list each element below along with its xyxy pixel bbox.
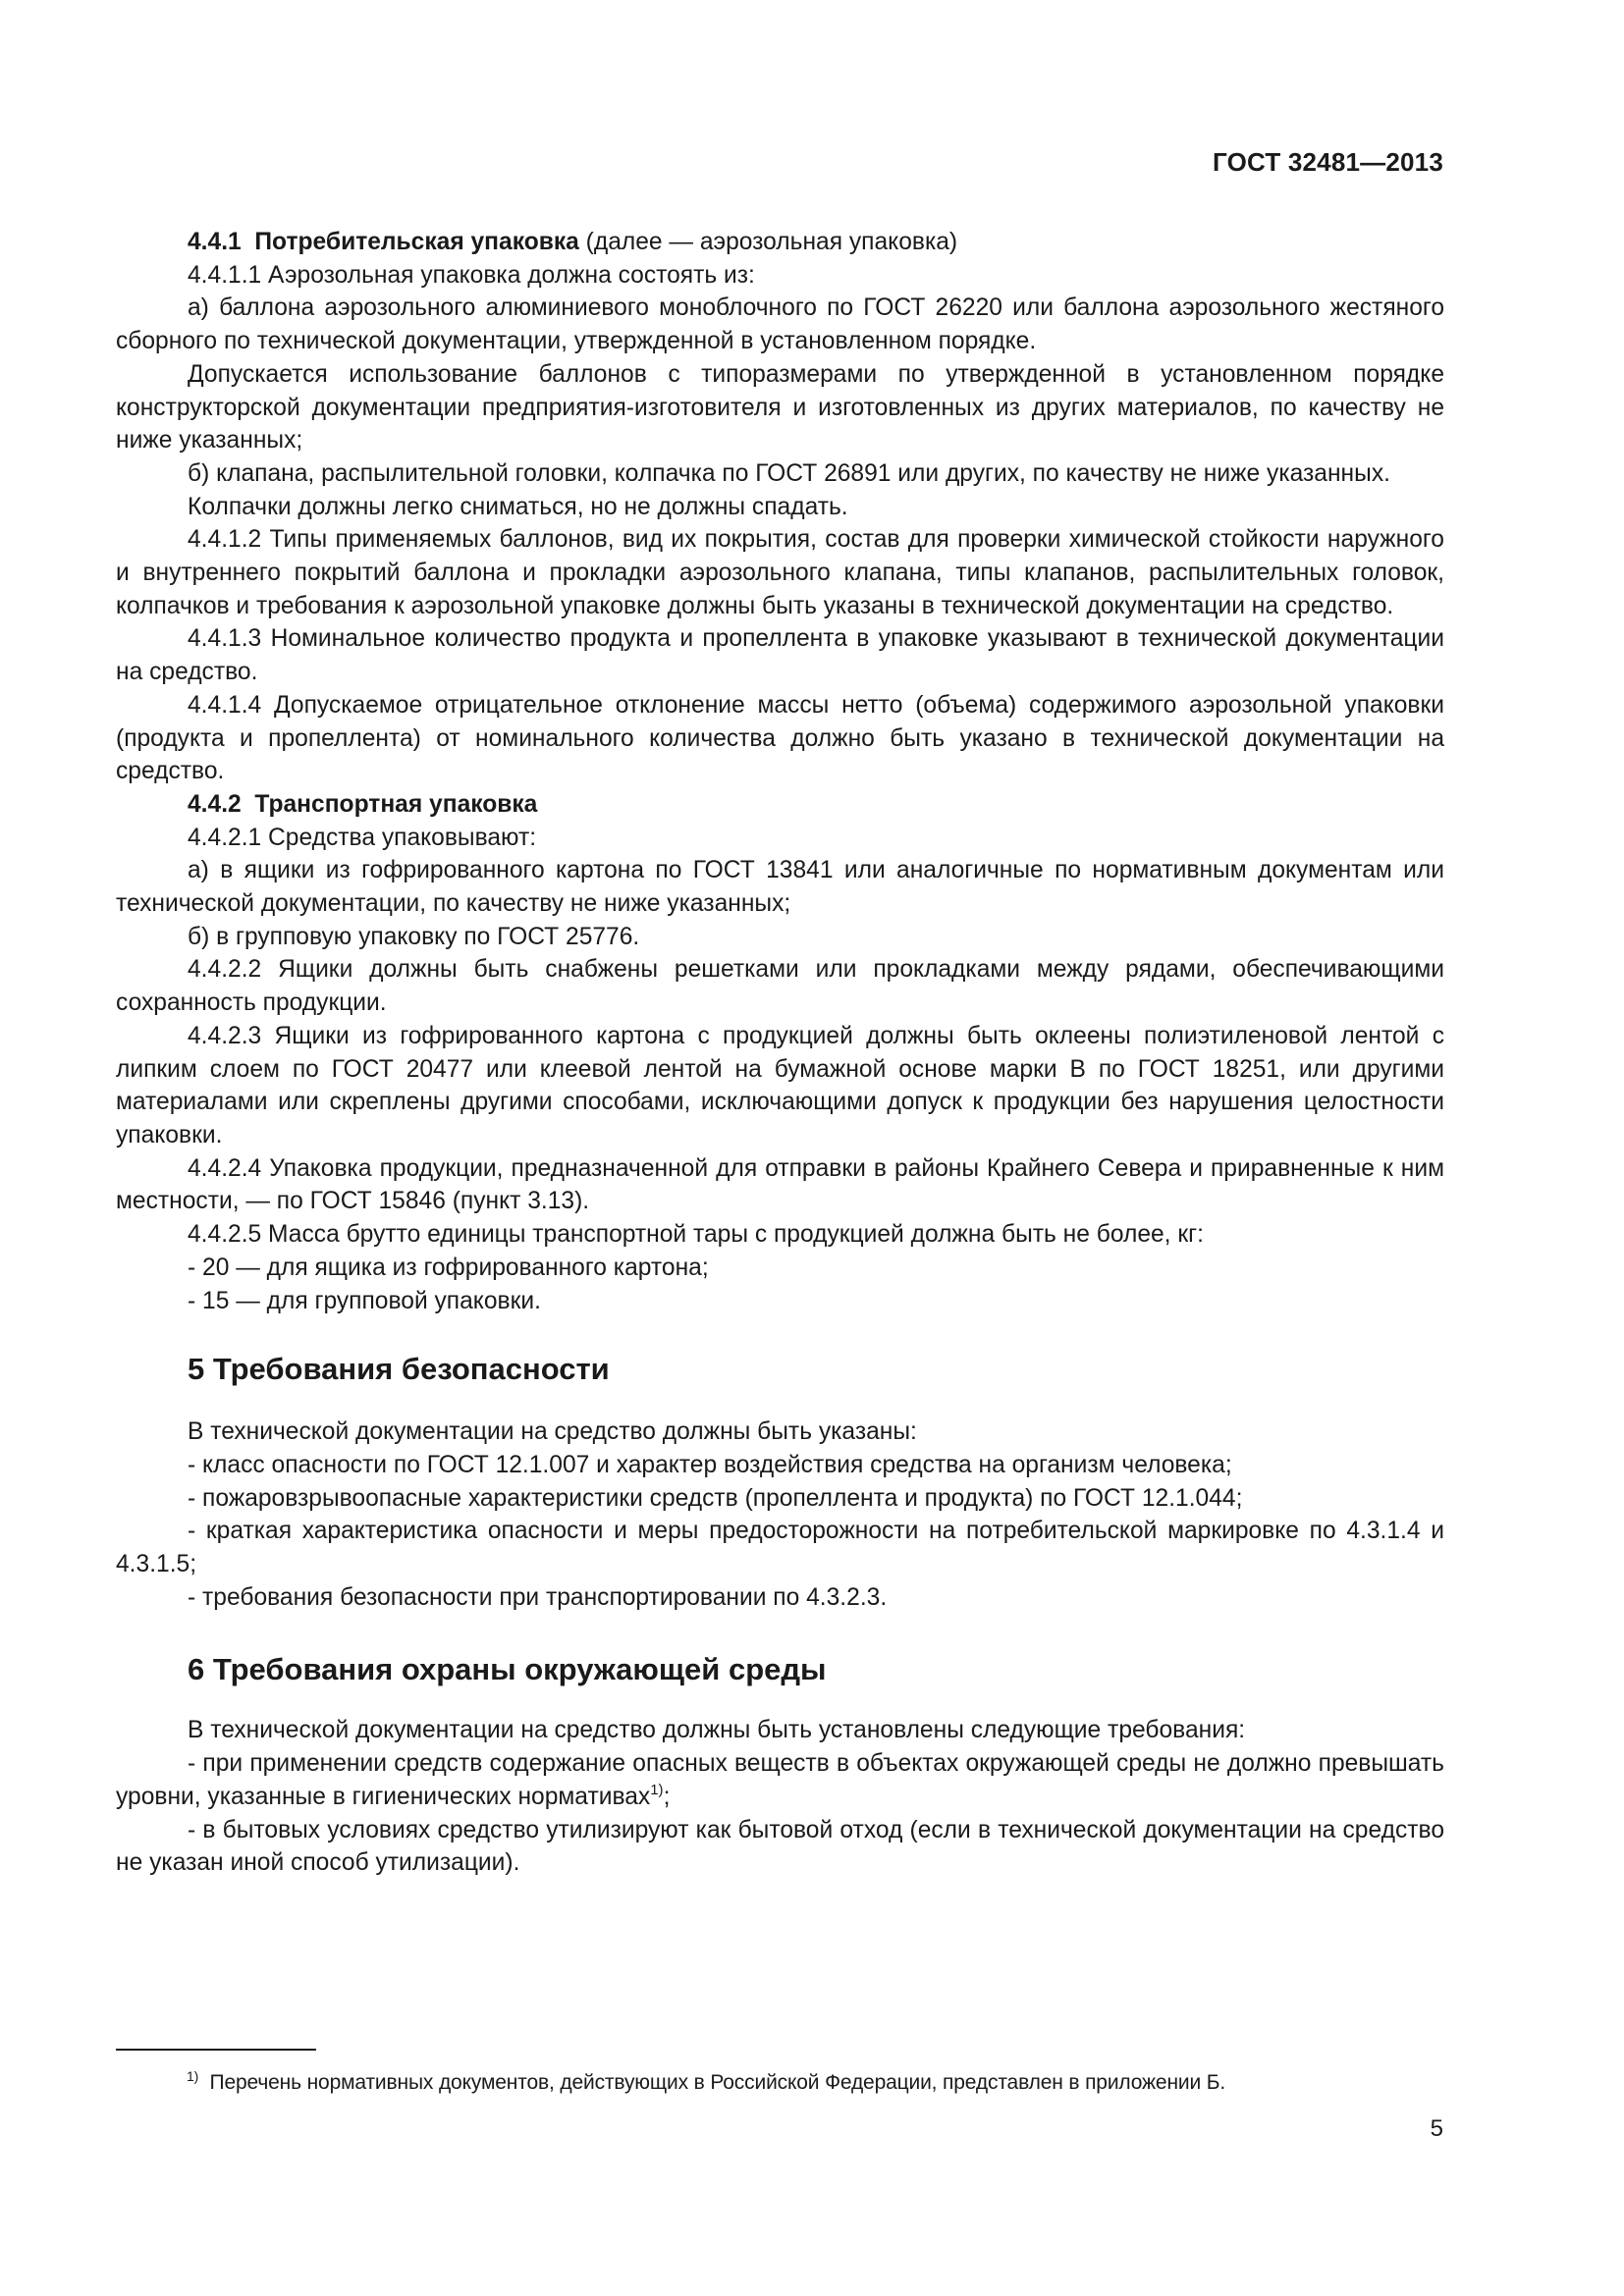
- subsection-number: 4.4.2: [188, 790, 242, 818]
- paragraph: Допускается использование баллонов с типоразмерами по утвержденной в установленном порядке конструкторской документации предприятия-изготовителя и изготовленных из других материалов, по качеству не ниже указанных;: [116, 360, 1444, 454]
- paragraph: 4.4.1.4 Допускаемое отрицательное отклонение массы нетто (объема) содержимого аэрозольной упаковки (продукта и пропеллента) от номинального количества должно быть указано в технической документации на средство.: [116, 691, 1444, 785]
- document-code: ГОСТ 32481—2013: [1213, 147, 1443, 177]
- list-item-end: ;: [663, 1783, 671, 1810]
- paragraph: В технической документации на средство должны быть установлены следующие требования:: [188, 1717, 1246, 1744]
- footnote-mark: 1): [187, 2068, 199, 2084]
- paragraph: 4.4.1.1 Аэрозольная упаковка должна состоять из:: [188, 261, 755, 289]
- subsection-number: 4.4.1: [188, 229, 242, 255]
- list-item: - пожаровзрывоопасные характеристики средств (пропеллента и продукта) по ГОСТ 12.1.044;: [188, 1484, 1243, 1512]
- paragraph: 4.4.2.4 Упаковка продукции, предназначенной для отправки в районы Крайнего Севера и приравненные к ним местности, — по ГОСТ 15846 (пункт 3.13).: [116, 1154, 1444, 1215]
- paragraph: 4.4.2.3 Ящики из гофрированного картона с продукцией должны быть оклеены полиэтиленовой лентой с липким слоем по ГОСТ 20477 или клеевой лентой на бумажной основе марки В по ГОСТ 18251, или другими материалами или скреплены другими способами, исключающими допуск к продукции без нарушения целостности упаковки.: [116, 1022, 1444, 1148]
- subsection-title: Транспортная упаковка: [254, 790, 538, 818]
- footnote-divider: [116, 2049, 316, 2051]
- footnote: [187, 2069, 1445, 2097]
- list-item: - класс опасности по ГОСТ 12.1.007 и характер воздействия средства на организм человека;: [188, 1451, 1232, 1478]
- list-item: - в бытовых условиях средство утилизируют как бытовой отход (если в технической документации на средство не указан иной способ утилизации).: [116, 1816, 1444, 1877]
- footnote-reference[interactable]: 1): [650, 1781, 664, 1798]
- page-number: 5: [1430, 2115, 1443, 2142]
- list-item: [116, 1747, 1444, 1813]
- list-item: - 20 — для ящика из гофрированного картона;: [188, 1254, 709, 1281]
- paragraph: а) баллона аэрозольного алюминиевого моноблочного по ГОСТ 26220 или баллона аэрозольного жестяного сборного по технической документации, утвержденной в установленном порядке.: [116, 294, 1444, 355]
- paragraph: а) в ящики из гофрированного картона по ГОСТ 13841 или аналогичные по нормативным документам или технической документации, по качеству не ниже указанных;: [116, 857, 1444, 918]
- subsection-4-4-1-title: [116, 226, 1444, 259]
- subsection-4-4-2-title: [116, 788, 1444, 822]
- list-item: - требования безопасности при транспортировании по 4.3.2.3.: [188, 1583, 888, 1611]
- paragraph: 4.4.2.2 Ящики должны быть снабжены решетками или прокладками между рядами, обеспечивающими сохранность продукции.: [116, 956, 1444, 1017]
- list-item: - краткая характеристика опасности и меры предосторожности на потребительской маркировке по 4.3.1.4 и 4.3.1.5;: [116, 1518, 1444, 1578]
- subsection-title-note: (далее — аэрозольная упаковка): [578, 229, 958, 255]
- document-body: [116, 226, 1444, 1880]
- list-item: - 15 — для групповой упаковки.: [188, 1287, 541, 1314]
- paragraph: В технической документации на средство должны быть указаны:: [188, 1418, 917, 1446]
- footnote-text: Перечень нормативных документов, действующих в Российской Федерации, представлен в приложении Б.: [209, 2071, 1226, 2094]
- paragraph: 4.4.2.5 Масса брутто единицы транспортной тары с продукцией должна быть не более, кг:: [188, 1221, 1204, 1249]
- paragraph: б) клапана, распылительной головки, колпачка по ГОСТ 26891 или других, по качеству не ниже указанных.: [188, 459, 1390, 487]
- paragraph: 4.4.2.1 Средства упаковывают:: [188, 824, 537, 851]
- section-6-heading: 6 Требования охраны окружающей среды: [188, 1652, 827, 1687]
- paragraph: б) в групповую упаковку по ГОСТ 25776.: [188, 923, 640, 950]
- subsection-title: Потребительская упаковка: [254, 229, 579, 255]
- paragraph: Колпачки должны легко сниматься, но не должны спадать.: [188, 493, 848, 520]
- section-5-heading: 5 Требования безопасности: [188, 1352, 610, 1387]
- paragraph: 4.4.1.2 Типы применяемых баллонов, вид их покрытия, состав для проверки химической стойкости наружного и внутреннего покрытий баллона и прокладки аэрозольного клапана, типы клапанов, распылительных головок, колпачков и требования к аэрозольной упаковке должны быть указаны в технической документации на средство.: [116, 526, 1444, 619]
- paragraph: 4.4.1.3 Номинальное количество продукта и пропеллента в упаковке указывают в технической документации на средство.: [116, 625, 1444, 686]
- list-item-text: - при применении средств содержание опасных веществ в объектах окружающей среды не должно превышать уровни, указанные в гигиенических нормативах: [116, 1750, 1444, 1810]
